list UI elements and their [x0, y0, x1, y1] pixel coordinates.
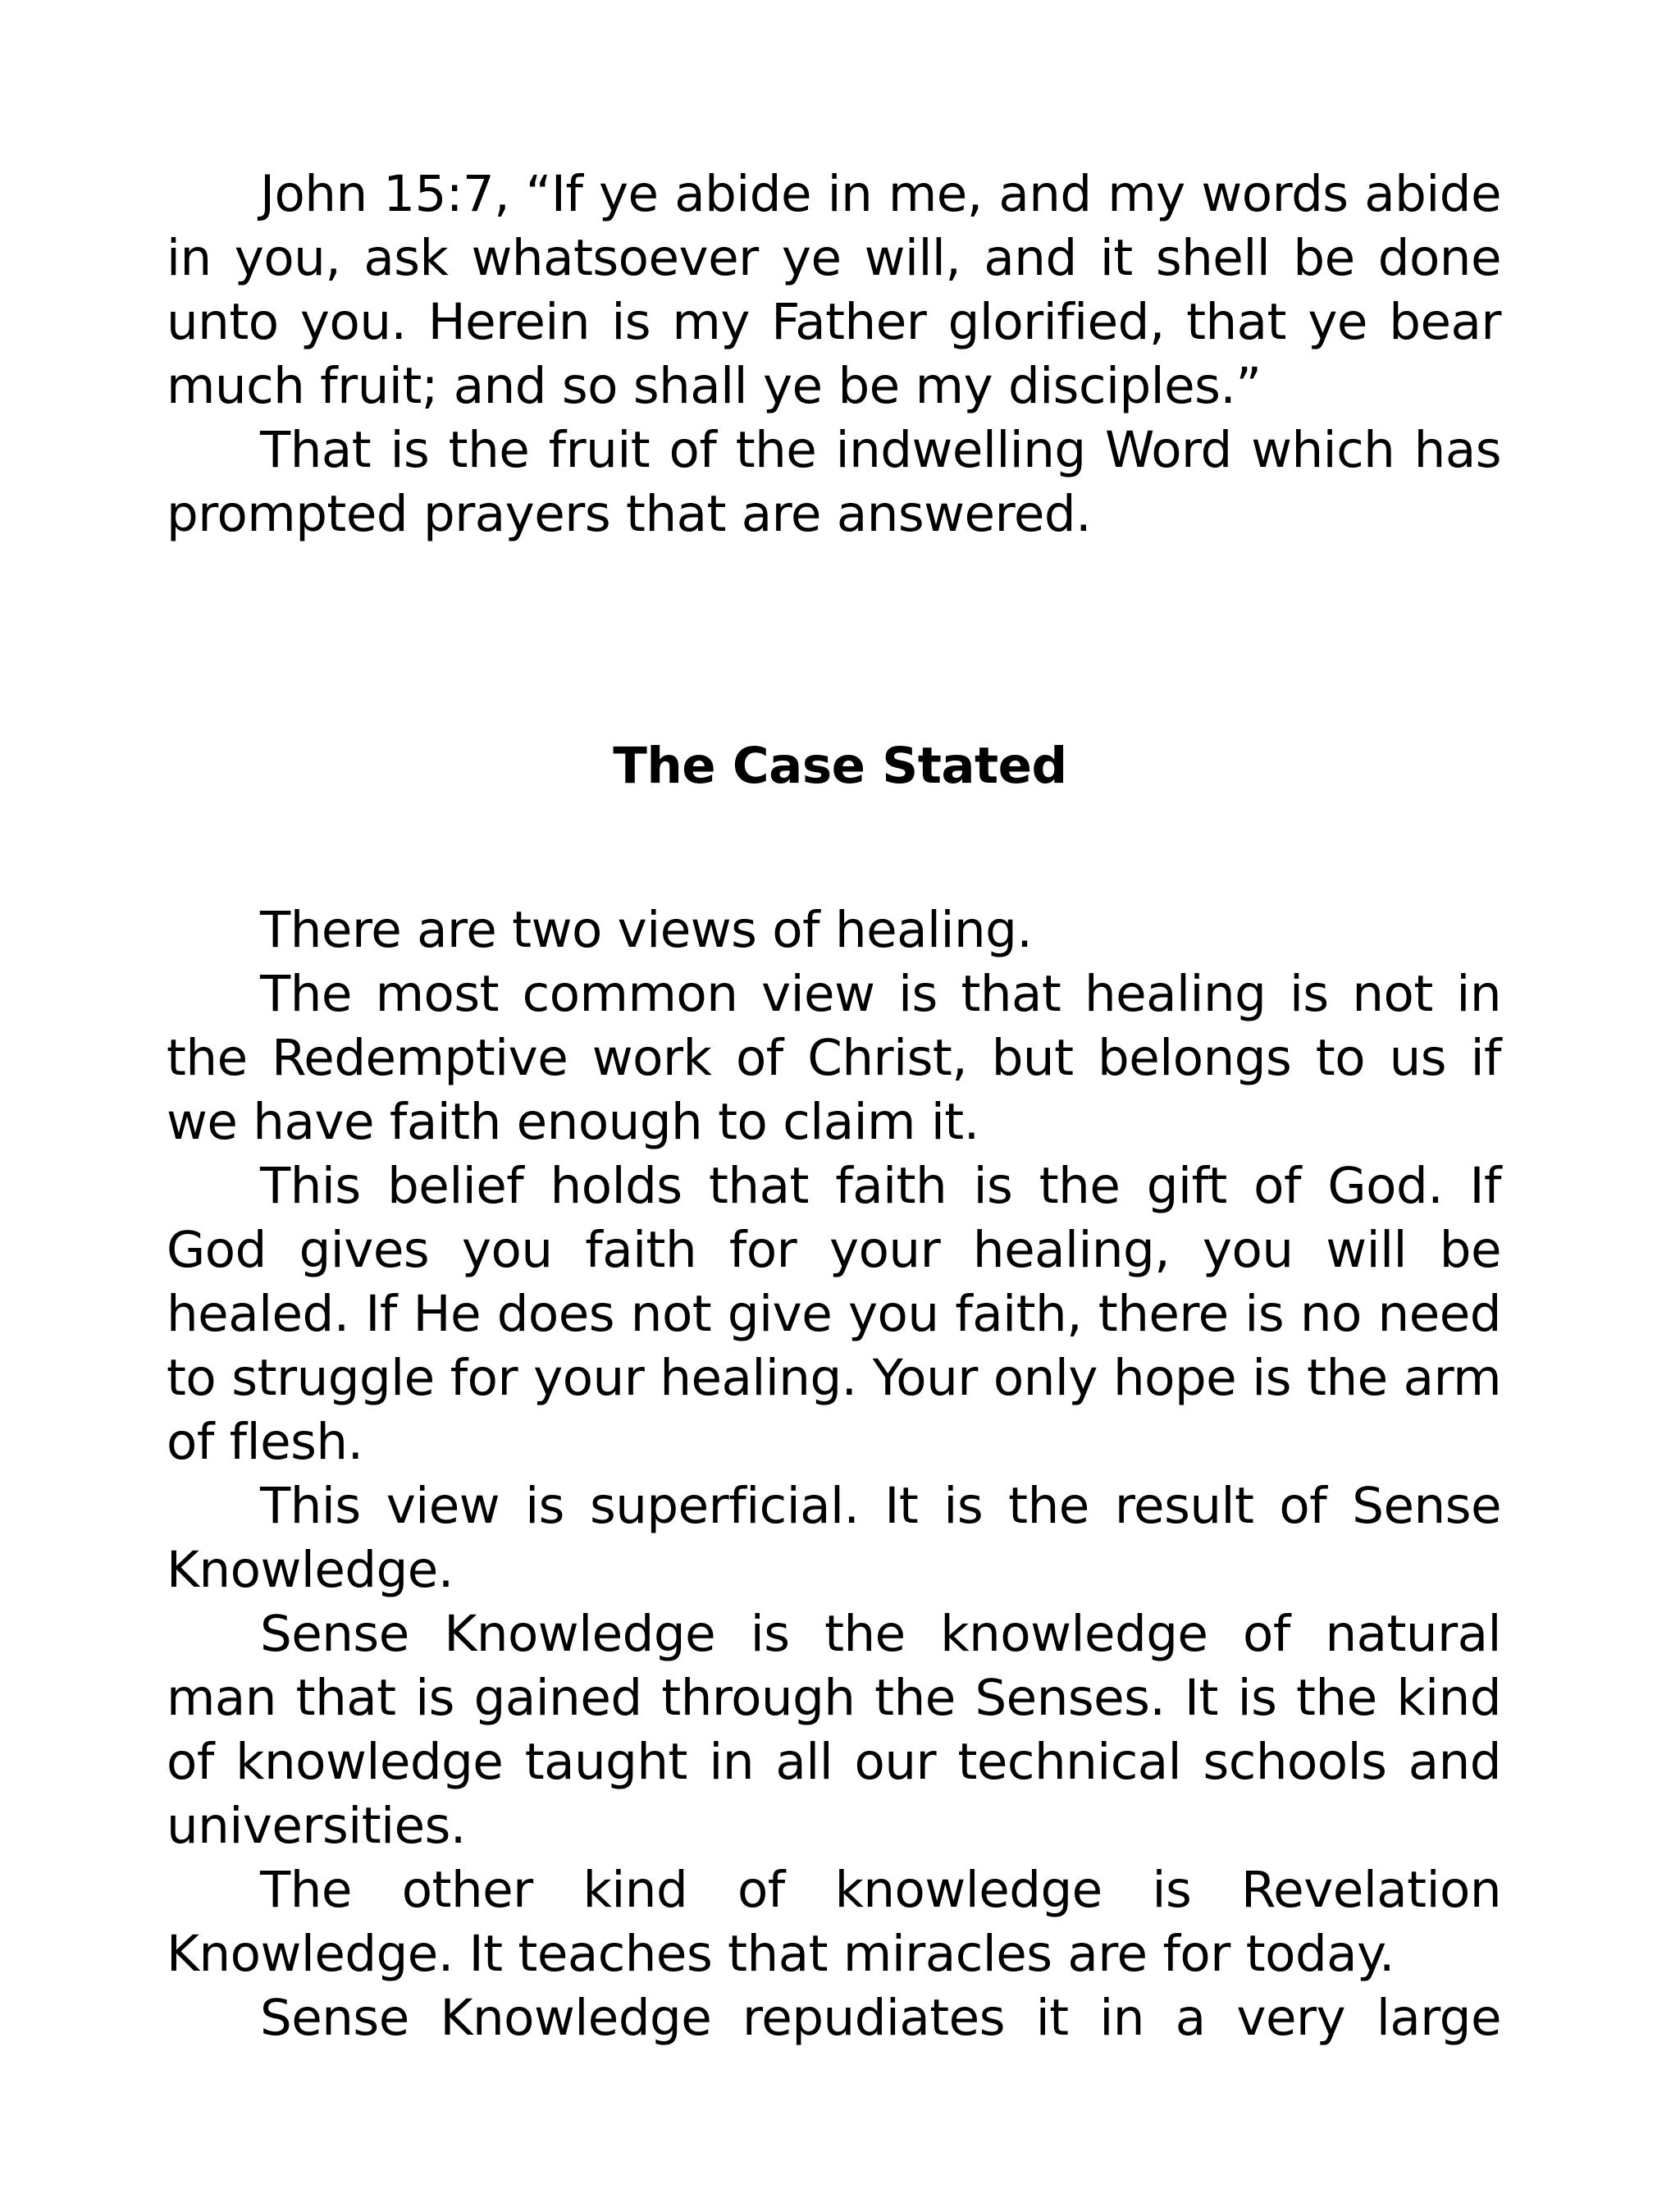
paragraph-superficial-view: This view is superficial. It is the result of Sense Knowledge. [167, 1477, 1501, 1599]
paragraph-indwelling-word: That is the fruit of the indwelling Word which has prompted prayers that are answered. [167, 421, 1501, 543]
body-text-block [167, 898, 1501, 2050]
paragraph-two-views: There are two views of healing. [260, 901, 1033, 959]
paragraph-common-view: The most common view is that healing is not in the Redemptive work of Christ, but belongs to us if we have faith enough to claim it. [167, 965, 1501, 1151]
section-title: The Case Stated [613, 737, 1067, 795]
paragraph-john-15-7: John 15:7, “If ye abide in me, and my words abide in you, ask whatsoever ye will, and it shell be done unto you. Herein is my Father glorified, that ye bear much fruit; and so shall ye be my disciples.” [167, 165, 1501, 415]
paragraph-repudiates: Sense Knowledge repudiates it in a very large [260, 1989, 1501, 2047]
paragraph-revelation-knowledge: The other kind of knowledge is Revelation Knowledge. It teaches that miracles are for today. [167, 1861, 1501, 1983]
top-text-block [167, 162, 1501, 546]
paragraph-sense-knowledge: Sense Knowledge is the knowledge of natural man that is gained through the Senses. It is the kind of knowledge taught in all our technical schools and universities. [167, 1605, 1501, 1855]
paragraph-belief-faith-gift: This belief holds that faith is the gift of God. If God gives you faith for your healing, you will be healed. If He does not give you faith, there is no need to struggle for your healing. Your only hope is the arm of flesh. [167, 1157, 1501, 1471]
